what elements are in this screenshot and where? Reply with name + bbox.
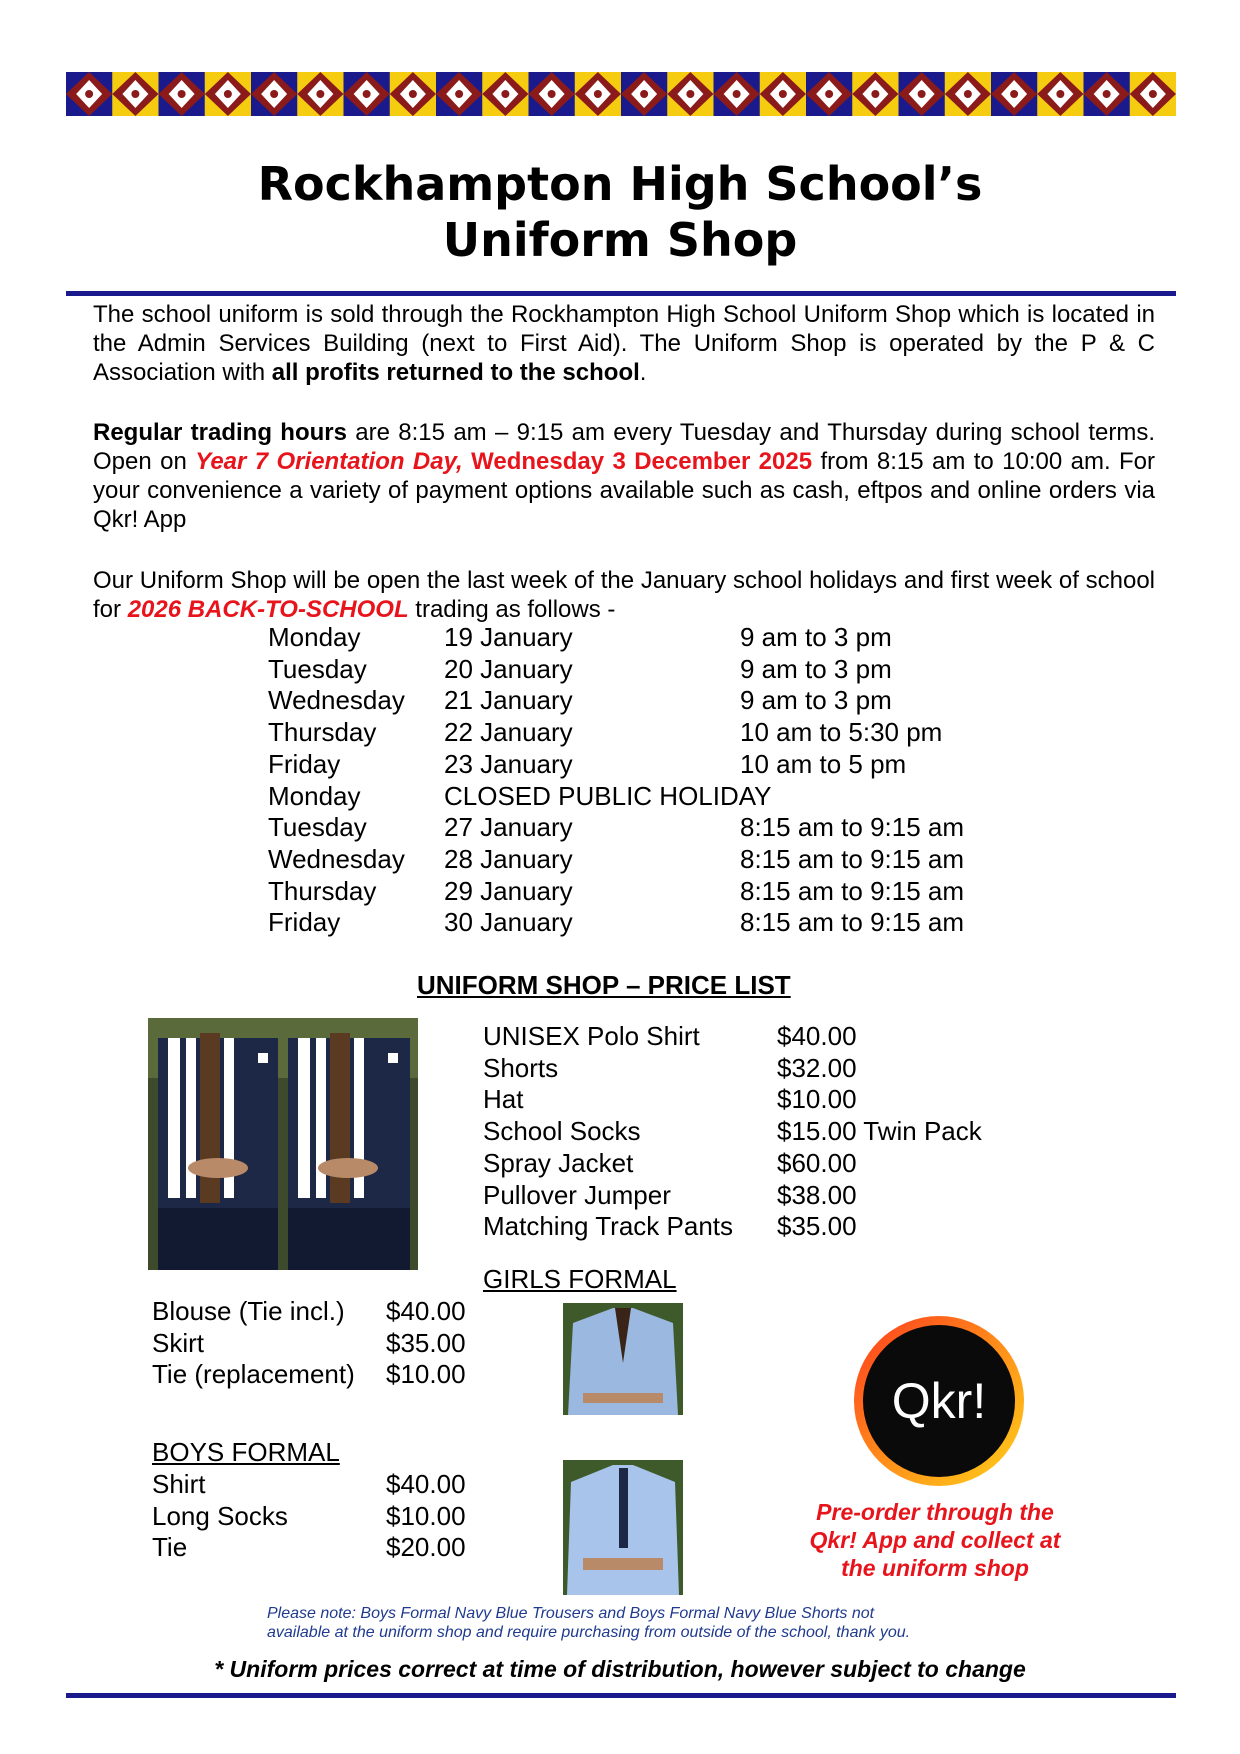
hours-lead: Regular trading hours: [93, 419, 347, 446]
decorative-diamond-band: [66, 72, 1176, 116]
band-dot: [1149, 90, 1157, 98]
qkr-line3: the uniform shop: [841, 1555, 1029, 1581]
schedule-day: Thursday: [268, 875, 377, 906]
item-name: Shorts: [483, 1052, 559, 1083]
orientation-day: Year 7 Orientation Day,: [195, 448, 463, 475]
band-dot: [686, 90, 694, 98]
band-dot: [85, 90, 93, 98]
boys-formal-photo: [563, 1460, 683, 1595]
schedule-time: 9 am to 3 pm: [740, 685, 892, 716]
schedule-date: CLOSED PUBLIC HOLIDAY: [444, 780, 772, 811]
schedule-day: Tuesday: [268, 812, 367, 843]
band-dot: [1103, 90, 1111, 98]
schedule-day: Wednesday: [268, 685, 405, 716]
item-name: Shirt: [152, 1469, 206, 1499]
orientation-date: Wednesday 3 December 2025: [462, 448, 813, 475]
intro-end: .: [639, 359, 647, 386]
schedule-date: 21 January: [444, 685, 573, 716]
band-dot: [548, 90, 556, 98]
schedule-time: 8:15 am to 9:15 am: [740, 812, 965, 843]
item-name: UNISEX Polo Shirt: [483, 1021, 700, 1051]
schedule-date: 19 January: [444, 622, 573, 652]
band-dot: [363, 90, 371, 98]
schedule-day: Thursday: [268, 717, 377, 748]
polo-shirt-photo: [148, 1018, 418, 1270]
qkr-preorder-text: [770, 1498, 1100, 1582]
item-price: $40.00: [386, 1296, 466, 1326]
intro-bold: all profits returned to the school: [271, 359, 640, 386]
schedule-day: Wednesday: [268, 843, 405, 874]
schedule-time: 9 am to 3 pm: [740, 653, 892, 684]
item-price: $10.00: [386, 1359, 466, 1390]
hours-text-a: are 8:15 am – 9:15 am every Tuesday and Thursday during school terms. Open on: [93, 419, 1155, 475]
page-title-line2: Uniform Shop: [442, 213, 798, 267]
band-dot: [1010, 90, 1018, 98]
item-price: $38.00: [777, 1179, 857, 1210]
schedule-date: 29 January: [444, 875, 573, 906]
top-rule: [66, 291, 1176, 296]
girls-formal-photo: [563, 1303, 683, 1415]
schedule-time: 8:15 am to 9:15 am: [740, 907, 965, 938]
item-name: Skirt: [152, 1327, 204, 1358]
schedule-time: 10 am to 5:30 pm: [740, 717, 943, 748]
intro-text: The school uniform is sold through the Rockhampton High School Uniform Shop which is located in the Admin Services Building (next to First Aid). The Uniform Shop is operated by the P & C Association with: [93, 301, 1155, 386]
schedule-time: 8:15 am to 9:15 am: [740, 875, 965, 906]
item-price: $40.00: [386, 1469, 466, 1499]
hours-text-b: from 8:15 am to 10:00 am. For your convenience a variety of payment options available such as cash, eftpos and online orders via Qkr! App: [93, 448, 1156, 533]
bts-highlight: 2026 BACK-TO-SCHOOL: [127, 596, 409, 623]
qkr-logo-text: Qkr!: [891, 1373, 987, 1429]
bts-text-a: Our Uniform Shop will be open the last week of the January school holidays and first week of school for: [93, 567, 1155, 623]
schedule-date: 27 January: [444, 812, 573, 843]
item-price: $10.00: [777, 1084, 857, 1115]
schedule-day: Monday: [268, 780, 361, 811]
price-disclaimer: * Uniform prices correct at time of distribution, however subject to change: [214, 1656, 1026, 1682]
schedule-day: Friday: [268, 748, 341, 779]
item-price: $32.00: [777, 1052, 857, 1083]
price-list-heading: UNIFORM SHOP – PRICE LIST: [417, 970, 791, 1000]
schedule-date: 20 January: [444, 653, 573, 684]
band-dot: [224, 90, 232, 98]
backtoschool-paragraph: [93, 566, 1155, 624]
item-name: Tie (replacement): [152, 1359, 355, 1390]
band-dot: [1056, 90, 1064, 98]
item-price: $35.00: [777, 1211, 857, 1242]
girls-formal-heading: GIRLS FORMAL: [483, 1264, 677, 1294]
band-dot: [594, 90, 602, 98]
band-dot: [501, 90, 509, 98]
schedule-day: Monday: [268, 622, 361, 652]
qkr-logo: [853, 1315, 1025, 1487]
qkr-line1: Pre-order through the: [816, 1499, 1054, 1525]
band-dot: [918, 90, 926, 98]
item-price: $10.00: [386, 1500, 466, 1531]
band-dot: [409, 90, 417, 98]
item-price: $60.00: [777, 1147, 857, 1178]
schedule-day: Friday: [268, 907, 341, 938]
item-price: $40.00: [777, 1021, 857, 1051]
purchase-note: [267, 1604, 1027, 1642]
schedule-date: 22 January: [444, 717, 573, 748]
schedule-date: 28 January: [444, 843, 573, 874]
band-dot: [131, 90, 139, 98]
band-dot: [871, 90, 879, 98]
boys-formal-heading: BOYS FORMAL: [152, 1437, 340, 1467]
band-dot: [964, 90, 972, 98]
band-dot: [779, 90, 787, 98]
schedule-time: 9 am to 3 pm: [740, 622, 892, 652]
item-name: Pullover Jumper: [483, 1179, 671, 1210]
item-price: $35.00: [386, 1327, 466, 1358]
item-name: School Socks: [483, 1116, 641, 1147]
band-dot: [270, 90, 278, 98]
item-name: Tie: [152, 1532, 188, 1563]
band-dot: [733, 90, 741, 98]
item-price: $20.00: [386, 1532, 466, 1563]
item-name: Hat: [483, 1084, 524, 1115]
bts-text-b: trading as follows -: [408, 596, 616, 623]
schedule-date: 23 January: [444, 748, 573, 779]
bottom-rule: [66, 1693, 1176, 1698]
schedule-day: Tuesday: [268, 653, 367, 684]
page-title-line1: Rockhampton High School’s: [257, 157, 983, 211]
note-line2: available at the uniform shop and require purchasing from outside of the school, thank you.: [267, 1624, 911, 1641]
hours-paragraph: [93, 418, 1155, 534]
item-price: $15.00 Twin Pack: [777, 1116, 982, 1147]
item-name: Spray Jacket: [483, 1147, 634, 1178]
item-name: Blouse (Tie incl.): [152, 1296, 345, 1326]
band-dot: [825, 90, 833, 98]
item-name: Matching Track Pants: [483, 1211, 733, 1242]
schedule-time: 8:15 am to 9:15 am: [740, 843, 965, 874]
band-dot: [316, 90, 324, 98]
intro-paragraph: [93, 300, 1155, 387]
band-dot: [640, 90, 648, 98]
item-name: Long Socks: [152, 1500, 288, 1531]
band-dot: [455, 90, 463, 98]
band-dot: [178, 90, 186, 98]
note-line1: Please note: Boys Formal Navy Blue Trousers and Boys Formal Navy Blue Shorts not: [267, 1605, 875, 1622]
qkr-line2: Qkr! App and collect at: [809, 1527, 1061, 1553]
schedule-time: 10 am to 5 pm: [740, 748, 907, 779]
schedule-date: 30 January: [444, 907, 573, 938]
